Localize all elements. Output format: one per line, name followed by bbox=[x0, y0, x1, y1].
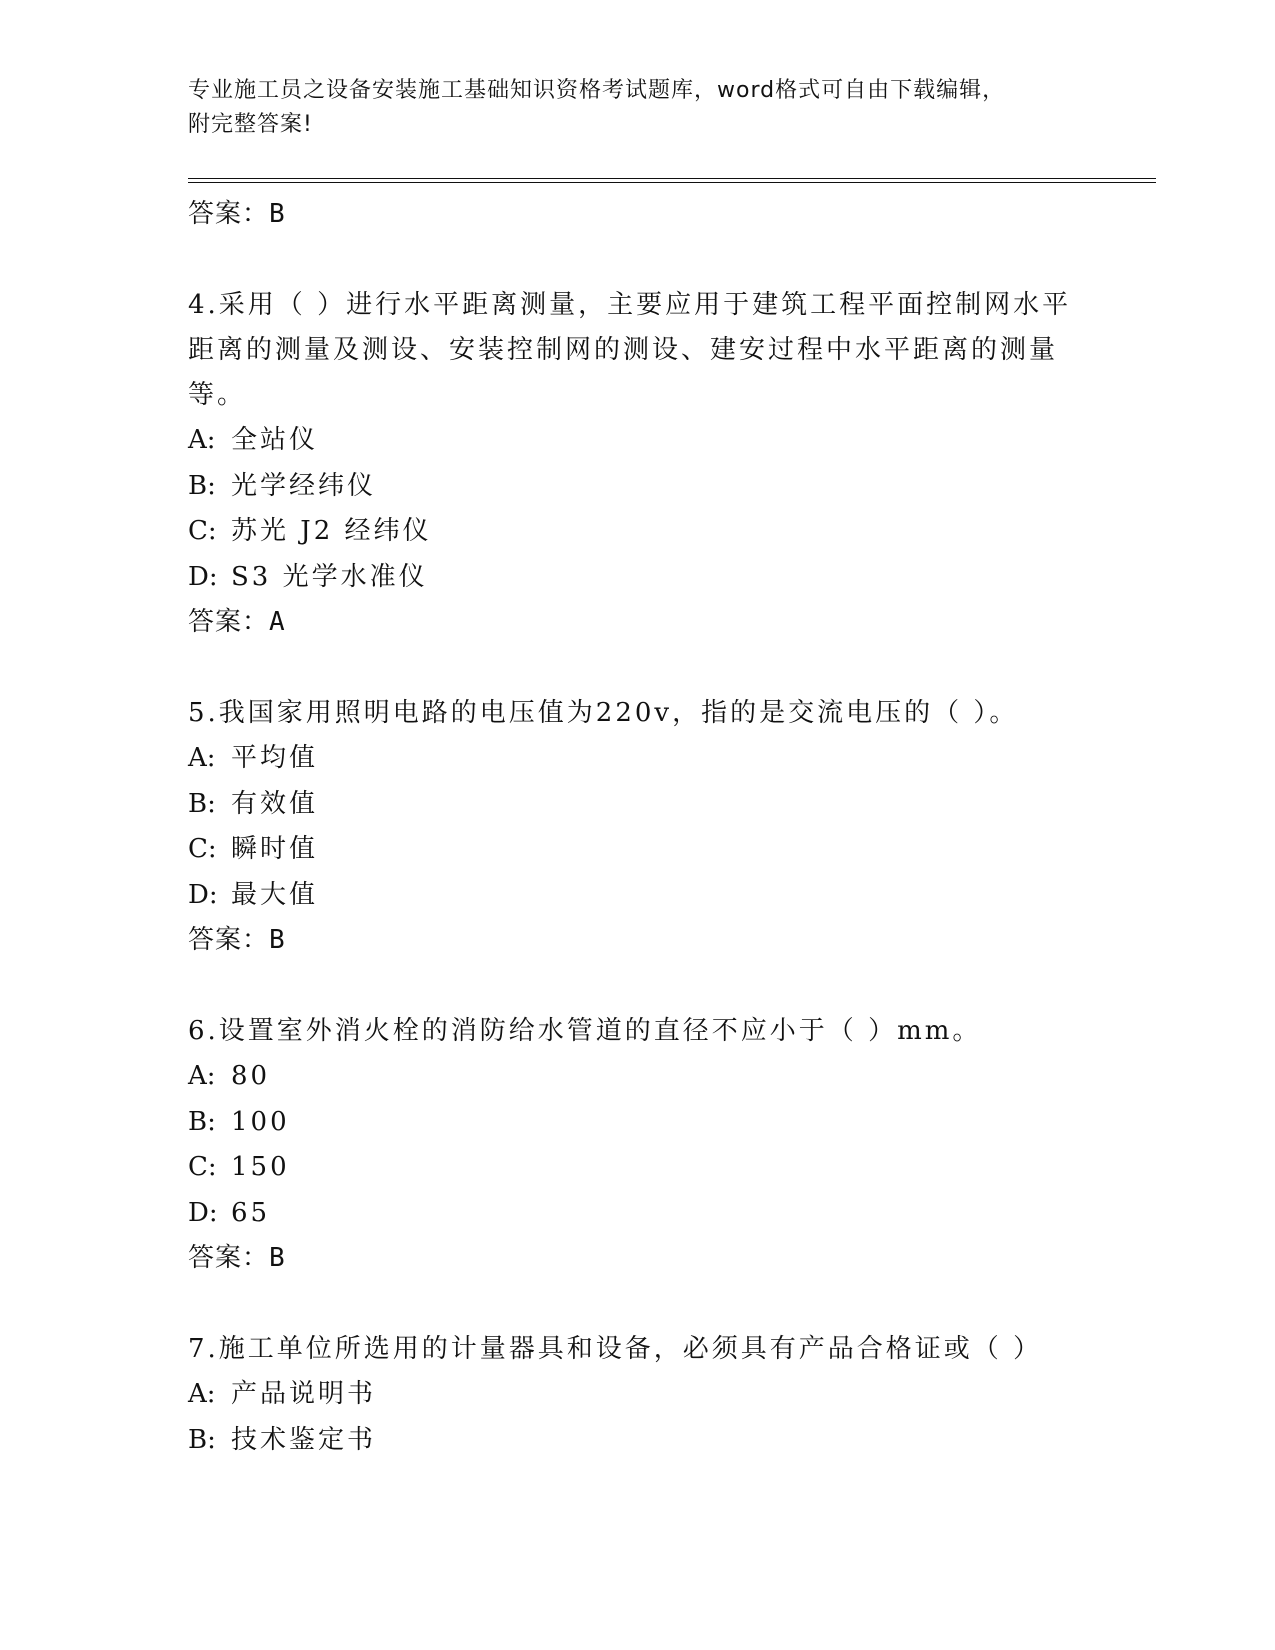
answer-label: 答案： bbox=[188, 1243, 270, 1273]
option-a bbox=[188, 418, 1088, 464]
option-b bbox=[188, 782, 1088, 828]
question-text-line: 7.施工单位所选用的计量器具和设备，必须具有产品合格证或（ ） bbox=[188, 1334, 1043, 1364]
answer-line bbox=[188, 918, 1088, 962]
answer-label: 答案： bbox=[188, 607, 270, 637]
option-text: 150 bbox=[231, 1152, 290, 1182]
option-text: 光学经纬仪 bbox=[231, 470, 377, 501]
question-text-line: 等。 bbox=[188, 380, 247, 410]
answer-label: 答案： bbox=[188, 925, 270, 955]
header-line-1: 专业施工员之设备安装施工基础知识资格考试题库，word格式可自由下载编辑， bbox=[188, 78, 1006, 103]
option-c bbox=[188, 1145, 1088, 1191]
option-letter: C: bbox=[188, 834, 217, 864]
option-letter: A: bbox=[188, 1061, 216, 1091]
question-text-line: 4.采用（ ）进行水平距离测量，主要应用于建筑工程平面控制网水平 bbox=[188, 290, 1072, 320]
option-letter: B: bbox=[188, 1106, 216, 1137]
option-text: 产品说明书 bbox=[231, 1379, 377, 1409]
option-letter: B: bbox=[188, 470, 216, 501]
header-line-2: 附完整答案! bbox=[188, 112, 313, 137]
option-c bbox=[188, 827, 1088, 873]
option-text: 瞬时值 bbox=[231, 834, 319, 864]
answer-label: 答案： bbox=[188, 199, 270, 229]
option-d bbox=[188, 873, 1088, 919]
option-text: 苏光 J2 经纬仪 bbox=[231, 516, 432, 546]
question-text-line: 6.设置室外消火栓的消防给水管道的直径不应小于（ ）mm。 bbox=[188, 1016, 982, 1046]
option-text: 平均值 bbox=[231, 743, 319, 773]
option-text: S3 光学水准仪 bbox=[231, 561, 428, 592]
spacer bbox=[188, 644, 1088, 691]
option-text: 100 bbox=[231, 1106, 290, 1137]
option-letter: A: bbox=[188, 743, 216, 773]
option-d bbox=[188, 555, 1088, 601]
answer-line bbox=[188, 1236, 1088, 1280]
option-c bbox=[188, 509, 1088, 555]
option-letter: A: bbox=[188, 425, 216, 455]
answer-line bbox=[188, 600, 1088, 644]
spacer bbox=[188, 236, 1088, 283]
option-text: 技术鉴定书 bbox=[231, 1424, 377, 1455]
option-d bbox=[188, 1191, 1088, 1237]
question-block bbox=[188, 1327, 1088, 1463]
question-block bbox=[188, 283, 1088, 644]
option-a bbox=[188, 1372, 1088, 1418]
answer-value: A bbox=[269, 607, 286, 637]
answer-line bbox=[188, 192, 1088, 236]
document-header bbox=[188, 74, 1088, 142]
option-letter: A: bbox=[188, 1379, 216, 1409]
answer-value: B bbox=[269, 1243, 286, 1273]
option-a bbox=[188, 736, 1088, 782]
question-text-line: 5.我国家用照明电路的电压值为220v，指的是交流电压的（ ）。 bbox=[188, 698, 1019, 728]
question-block bbox=[188, 1009, 1088, 1280]
option-text: 全站仪 bbox=[231, 425, 319, 455]
option-letter: D: bbox=[188, 1197, 218, 1228]
spacer bbox=[188, 1280, 1088, 1327]
option-letter: B: bbox=[188, 1424, 216, 1455]
answer-value: B bbox=[269, 199, 286, 229]
option-text: 有效值 bbox=[231, 788, 319, 819]
header-divider bbox=[188, 178, 1156, 183]
option-b bbox=[188, 1418, 1088, 1464]
spacer bbox=[188, 962, 1088, 1009]
option-text: 65 bbox=[231, 1197, 271, 1228]
question-block bbox=[188, 691, 1088, 962]
option-letter: B: bbox=[188, 788, 216, 819]
option-letter: C: bbox=[188, 516, 217, 546]
option-text: 最大值 bbox=[231, 879, 319, 910]
option-letter: D: bbox=[188, 879, 218, 910]
option-letter: C: bbox=[188, 1152, 217, 1182]
option-letter: D: bbox=[188, 561, 218, 592]
option-text: 80 bbox=[231, 1061, 271, 1091]
question-text-line: 距离的测量及测设、安装控制网的测设、建安过程中水平距离的测量 bbox=[188, 335, 1059, 365]
option-b bbox=[188, 1100, 1088, 1146]
answer-value: B bbox=[269, 925, 286, 955]
option-b bbox=[188, 464, 1088, 510]
question-list bbox=[188, 192, 1088, 1463]
option-a bbox=[188, 1054, 1088, 1100]
